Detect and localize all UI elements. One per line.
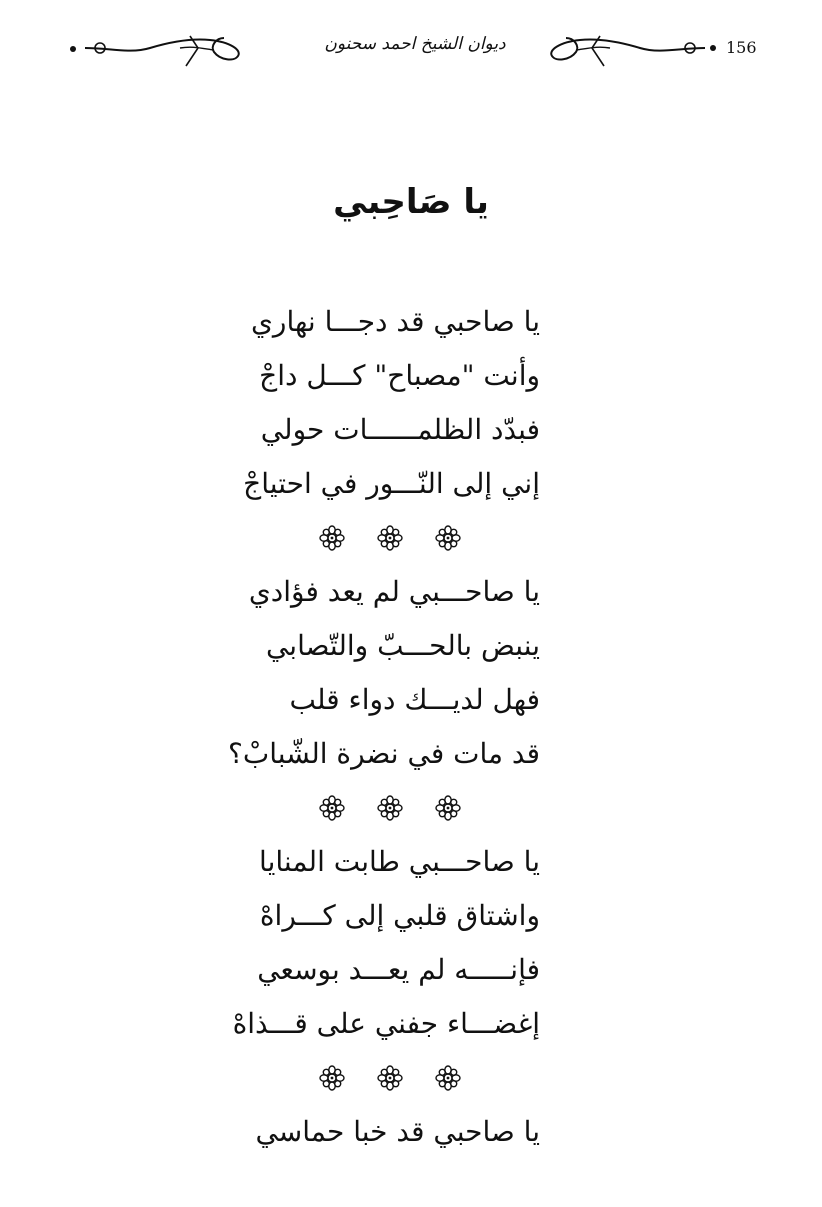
- poem-title: يا صَاحِبي: [333, 182, 489, 222]
- verse-line: فبدّد الظلمــــــات حولي: [260, 413, 540, 446]
- page-header: [0, 20, 822, 80]
- page-number: 156: [726, 38, 757, 57]
- verse-line: فإنـــــه لم يعـــد بوسعي: [257, 953, 540, 986]
- verse-line: إني إلى النّـــور في احتياجْ: [243, 467, 540, 500]
- verse-line: قد مات في نضرة الشّبابْ؟: [228, 737, 540, 770]
- stanza-divider: [260, 511, 520, 565]
- verse-line: يا صاحـــبي طابت المنايا: [259, 845, 540, 878]
- poem-body: [228, 295, 540, 1159]
- verse-line: إغضـــاء جفني على قـــذاهْ: [232, 1007, 540, 1040]
- stanza: [240, 1105, 540, 1159]
- flower-ornament-icon: [435, 1065, 461, 1091]
- verse-line: ينبض بالحـــبّ والتّصابي: [265, 629, 540, 662]
- verse-line: يا صاحـــبي لم يعد فؤادي: [248, 575, 540, 608]
- verse-line: يا صاحبي قد دجـــا نهاري: [251, 305, 540, 338]
- stanza-divider: [260, 781, 520, 835]
- header-dot-left: [70, 46, 76, 52]
- flourish-ornament-left-icon: [80, 26, 250, 70]
- flower-ornament-icon: [435, 795, 461, 821]
- verse-line: فهل لديـــك دواء قلب: [289, 683, 540, 716]
- stanza: [228, 565, 540, 781]
- flourish-ornament-right-icon: [540, 26, 710, 70]
- flower-ornament-icon: [435, 525, 461, 551]
- flower-ornament-icon: [319, 795, 345, 821]
- flower-ornament-icon: [377, 1065, 403, 1091]
- stanza: [240, 295, 540, 511]
- flower-ornament-icon: [377, 525, 403, 551]
- verse-line: وأنت "مصباح" كـــل داجْ: [259, 359, 540, 392]
- stanza: [232, 835, 540, 1051]
- verse-line: واشتاق قلبي إلى كـــراهْ: [259, 899, 540, 932]
- running-title: ديوان الشيخ احمد سحنون: [324, 34, 506, 54]
- header-dot-right: [710, 45, 716, 51]
- flower-ornament-icon: [319, 525, 345, 551]
- flower-ornament-icon: [377, 795, 403, 821]
- stanza-divider: [260, 1051, 520, 1105]
- flower-ornament-icon: [319, 1065, 345, 1091]
- verse-line: يا صاحبي قد خبا حماسي: [255, 1115, 540, 1148]
